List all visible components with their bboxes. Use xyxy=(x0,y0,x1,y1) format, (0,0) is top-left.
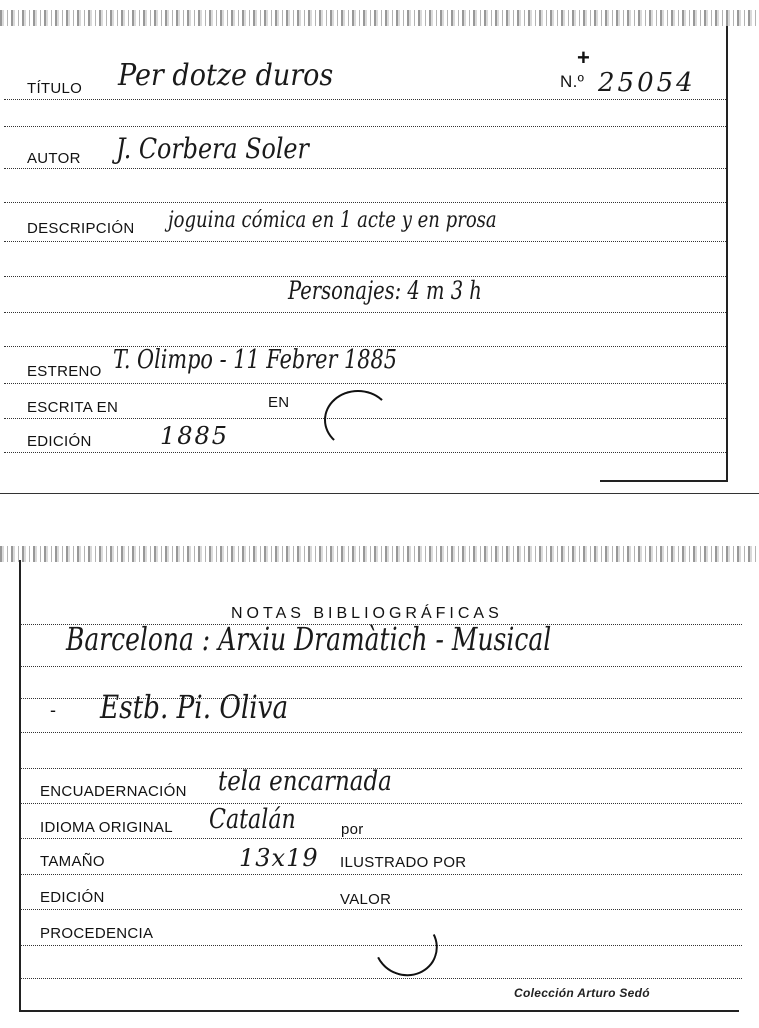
label-edicion: EDICIÓN xyxy=(27,433,92,450)
rule-line xyxy=(4,99,726,100)
value-edicion: 1885 xyxy=(160,422,230,450)
value-encuadernacion: tela encarnada xyxy=(218,766,392,797)
label-encuadernacion: ENCUADERNACIÓN xyxy=(40,783,187,800)
rule-line xyxy=(4,241,726,242)
label-escrita-en: ESCRITA EN xyxy=(27,399,119,416)
card-border-bottom xyxy=(19,1010,739,1012)
rule-line xyxy=(20,909,742,910)
value-idioma: Catalán xyxy=(209,804,296,835)
card-separator xyxy=(0,493,759,494)
rule-line xyxy=(4,452,726,453)
rule-line xyxy=(20,978,742,979)
value-numero: 25054 xyxy=(598,68,696,98)
label-descripcion: DESCRIPCIÓN xyxy=(27,220,135,237)
label-titulo: TÍTULO xyxy=(27,80,83,97)
rule-line xyxy=(4,202,726,203)
punch-hole-mark xyxy=(324,390,392,450)
rule-line xyxy=(20,732,742,733)
rule-line xyxy=(20,803,742,804)
torn-edge-top xyxy=(0,546,759,562)
rule-line xyxy=(20,874,742,875)
label-tamano: TAMAÑO xyxy=(40,853,105,870)
label-valor: VALOR xyxy=(340,891,392,908)
label-estreno: ESTRENO xyxy=(27,363,102,380)
label-edicion-b: EDICIÓN xyxy=(40,889,105,906)
rule-line xyxy=(4,126,726,127)
catalog-card-bottom xyxy=(0,540,759,1028)
value-personajes: Personajes: 4 m 3 h xyxy=(288,276,482,305)
card-border-right xyxy=(726,26,728,482)
value-tamano: 13x19 xyxy=(239,844,319,872)
card-border-bottom xyxy=(600,480,728,482)
value-estreno: T. Olimpo - 11 Febrer 1885 xyxy=(113,345,397,375)
punch-hole-mark xyxy=(366,907,447,985)
label-en: EN xyxy=(268,394,290,411)
rule-line xyxy=(20,666,742,667)
value-descripcion: joguina cómica en 1 acte y en prosa xyxy=(168,208,497,233)
collection-stamp: Colección Arturo Sedó xyxy=(514,986,650,1000)
value-autor: J. Corbera Soler xyxy=(116,132,309,165)
torn-edge-top xyxy=(0,10,759,26)
rule-line xyxy=(4,312,726,313)
note-dash: - xyxy=(50,700,57,720)
catalog-card-top xyxy=(0,0,759,494)
label-ilustrado: ILUSTRADO POR xyxy=(340,854,467,871)
label-numero: N.º xyxy=(560,72,585,91)
label-idioma: IDIOMA ORIGINAL xyxy=(40,819,173,836)
plus-mark: + xyxy=(577,45,590,70)
label-por: por xyxy=(341,821,364,838)
heading-notas: NOTAS BIBLIOGRÁFICAS xyxy=(231,605,503,622)
label-autor: AUTOR xyxy=(27,150,81,167)
note-line-1: Barcelona : Arxiu Dramàtich - Musical xyxy=(66,620,552,658)
rule-line xyxy=(20,838,742,839)
value-titulo: Per dotze duros xyxy=(118,58,334,93)
label-procedencia: PROCEDENCIA xyxy=(40,925,154,942)
note-line-2: Estb. Pi. Oliva xyxy=(100,688,289,726)
rule-line xyxy=(4,168,726,169)
rule-line xyxy=(4,383,726,384)
